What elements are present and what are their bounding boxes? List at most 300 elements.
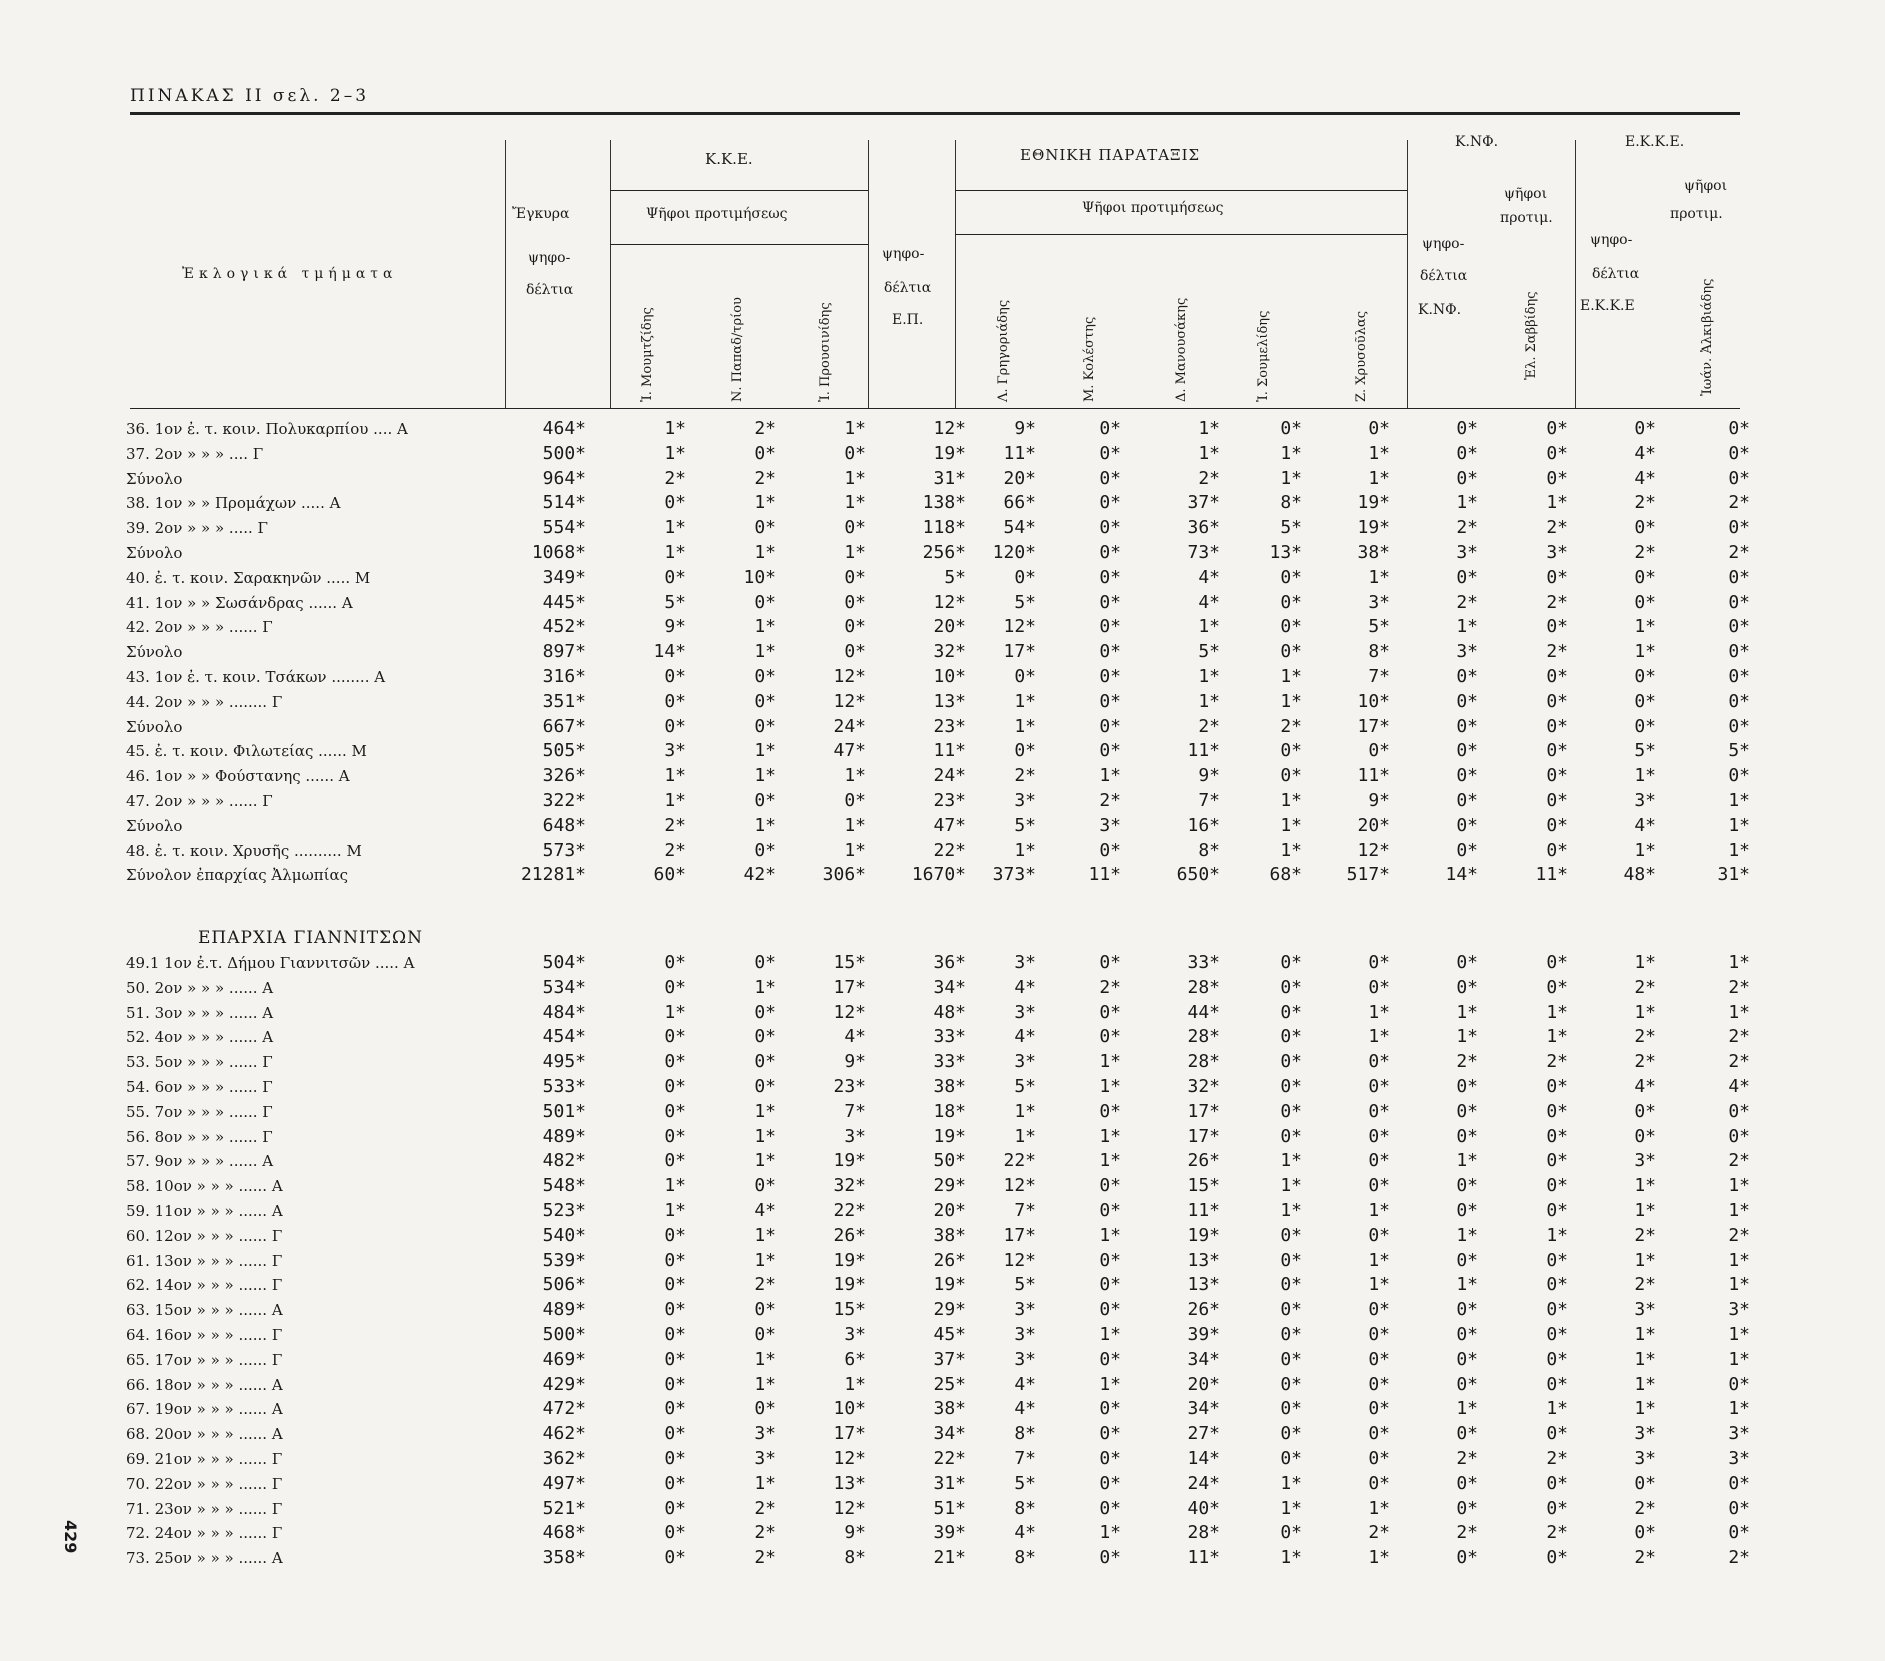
cell-value: 11*	[1357, 765, 1390, 787]
cell-value: 504*	[542, 952, 586, 973]
cell-value: 1*	[1634, 1001, 1656, 1023]
cell-value: 0*	[1546, 1125, 1568, 1147]
cell-value: 3*	[1014, 1051, 1036, 1073]
cell-value: 0*	[1728, 517, 1750, 539]
cell-value: 3*	[844, 1324, 866, 1345]
cell-value: 28*	[1187, 1026, 1220, 1048]
header-knf-name: Κ.ΝΦ.	[1418, 302, 1462, 318]
cell-value: 48*	[1623, 864, 1656, 886]
cell-value: 1*	[1368, 1001, 1390, 1023]
cell-value: 0*	[1546, 1200, 1568, 1221]
cell-value: 0*	[1728, 442, 1750, 464]
cell-value: 0*	[1456, 1125, 1478, 1147]
cell-value: 4*	[1014, 1026, 1036, 1048]
cell-value: 1*	[1728, 839, 1750, 861]
cell-value: 2*	[1728, 492, 1750, 514]
cell-value: 1*	[844, 492, 866, 514]
cell-value: 17*	[1003, 641, 1036, 663]
cell-value: 1*	[1099, 1522, 1121, 1544]
cell-value: 60*	[653, 864, 686, 886]
cell-value: 29*	[933, 1299, 966, 1321]
cell-value: 20*	[1187, 1373, 1220, 1395]
cell-value: 1*	[754, 641, 776, 663]
cell-value: 14*	[1187, 1448, 1220, 1469]
cell-value: 9*	[844, 1522, 866, 1544]
cell-value: 1*	[1368, 1026, 1390, 1048]
cell-value: 3*	[1728, 1448, 1750, 1469]
cell-value: 505*	[542, 740, 586, 762]
cell-value: 0*	[1728, 616, 1750, 638]
row-label: 51. 3ον » » » ...... Α	[126, 1003, 274, 1022]
cell-value: 1*	[754, 1224, 776, 1246]
header-divider	[1575, 140, 1576, 408]
cell-value: 0*	[1546, 1076, 1568, 1097]
cell-value: 4*	[1728, 1076, 1750, 1097]
cell-value: 2*	[1634, 1497, 1656, 1519]
cell-value: 2*	[664, 467, 686, 489]
cell-value: 0*	[1546, 952, 1568, 973]
header-subrule	[955, 234, 1407, 235]
cell-value: 0*	[1456, 790, 1478, 811]
cell-value: 1*	[754, 1125, 776, 1147]
cell-value: 17*	[833, 1423, 866, 1445]
cell-value: 0*	[1456, 814, 1478, 836]
cell-value: 0*	[1546, 715, 1568, 737]
cell-value: 14*	[1445, 864, 1478, 886]
cell-value: 0*	[1456, 1175, 1478, 1197]
row-label: 44. 2ον » » » ........ Γ	[126, 692, 283, 711]
cell-value: 4*	[754, 1200, 776, 1221]
cell-value: 34*	[1187, 1348, 1220, 1370]
cell-value: 0*	[1456, 839, 1478, 861]
cell-value: 68*	[1269, 864, 1302, 886]
cell-value: 5*	[1634, 740, 1656, 762]
cell-value: 0*	[1099, 467, 1121, 489]
cell-value: 39*	[933, 1522, 966, 1544]
cell-value: 26*	[833, 1224, 866, 1246]
header-kke: Κ.Κ.Ε.	[705, 150, 753, 168]
cell-value: 11*	[1187, 1547, 1220, 1569]
cell-value: 6*	[844, 1348, 866, 1370]
cell-value: 3*	[1728, 1423, 1750, 1445]
cell-value: 0*	[1280, 1001, 1302, 1023]
cell-value: 0*	[844, 790, 866, 811]
cell-value: 0*	[1728, 666, 1750, 687]
cell-value: 3*	[1014, 1299, 1036, 1321]
row-label: 49.1 1ον ἐ.τ. Δήμου Γιαννιτσῶν ..... Α	[126, 954, 415, 972]
cell-value: 25*	[933, 1373, 966, 1395]
cell-value: 0*	[1099, 1398, 1121, 1420]
cell-value: 452*	[542, 616, 586, 638]
cell-value: 0*	[664, 1348, 686, 1370]
cell-value: 18*	[933, 1100, 966, 1122]
cell-value: 0*	[1280, 952, 1302, 973]
header-bottom-rule	[130, 408, 1740, 409]
cell-value: 1*	[1280, 839, 1302, 861]
cell-value: 0*	[1546, 814, 1568, 836]
cell-value: 0*	[1456, 765, 1478, 787]
cell-value: 0*	[1099, 1348, 1121, 1370]
cell-value: 349*	[542, 566, 586, 588]
cell-value: 13*	[1187, 1249, 1220, 1271]
cell-value: 3*	[1634, 790, 1656, 811]
cell-value: 23*	[933, 715, 966, 737]
cell-value: 7*	[1198, 790, 1220, 811]
cell-value: 0*	[1280, 1398, 1302, 1420]
cell-value: 0*	[844, 566, 866, 588]
cell-value: 138*	[922, 492, 966, 514]
cell-value: 2*	[754, 467, 776, 489]
cell-value: 1*	[1099, 1224, 1121, 1246]
cell-value: 0*	[664, 1423, 686, 1445]
cell-value: 1*	[1280, 814, 1302, 836]
cell-value: 506*	[542, 1274, 586, 1296]
cell-value: 2*	[1728, 1051, 1750, 1073]
cell-value: 0*	[1456, 467, 1478, 489]
row-label: 69. 21ον » » » ...... Γ	[126, 1450, 283, 1468]
header-divider	[1407, 140, 1408, 408]
top-rule-thick	[130, 112, 1740, 115]
cell-value: 2*	[1634, 1547, 1656, 1569]
cell-value: 1*	[1728, 790, 1750, 811]
cell-value: 0*	[1368, 952, 1390, 973]
header-knf-pref2: προτιμ.	[1500, 210, 1553, 226]
cell-value: 17*	[1187, 1100, 1220, 1122]
cell-value: 1*	[754, 492, 776, 514]
cell-value: 15*	[1187, 1175, 1220, 1197]
cell-value: 32*	[1187, 1076, 1220, 1097]
cell-value: 1*	[1198, 666, 1220, 687]
cell-value: 34*	[1187, 1398, 1220, 1420]
row-label: 54. 6ον » » » ...... Γ	[126, 1078, 273, 1096]
header-kke-pref: Ψῆφοι προτιμήσεως	[646, 206, 788, 222]
cell-value: 22*	[1003, 1150, 1036, 1172]
cell-value: 1*	[1546, 1001, 1568, 1023]
cell-value: 5*	[1280, 517, 1302, 539]
cell-value: 0*	[1456, 1299, 1478, 1321]
header-knf: Κ.ΝΦ.	[1455, 134, 1499, 150]
cell-value: 0*	[1546, 976, 1568, 998]
cell-value: 472*	[542, 1398, 586, 1420]
cell-value: 2*	[1634, 492, 1656, 514]
cell-value: 0*	[1014, 666, 1036, 687]
row-label: Σύνολο	[126, 643, 183, 662]
cell-value: 3*	[1546, 542, 1568, 563]
cell-value: 0*	[1368, 1175, 1390, 1197]
cell-value: 0*	[1368, 418, 1390, 439]
cell-value: 7*	[844, 1100, 866, 1122]
cell-value: 2*	[664, 839, 686, 861]
cell-value: 1*	[1634, 1398, 1656, 1420]
row-label: 48. ἐ. τ. κοιν. Χρυσῆς .......... Μ	[126, 841, 362, 860]
cell-value: 1*	[1198, 690, 1220, 712]
row-label: 62. 14ον » » » ...... Γ	[126, 1276, 283, 1295]
cell-value: 28*	[1187, 976, 1220, 998]
cell-value: 36*	[933, 952, 966, 973]
cell-value: 12*	[933, 418, 966, 439]
header-ekke-pref2: προτιμ.	[1670, 206, 1723, 222]
cell-value: 0*	[844, 616, 866, 638]
cell-value: 0*	[1546, 1274, 1568, 1296]
cell-value: 0*	[1099, 839, 1121, 861]
row-label: 64. 16ον » » » ...... Γ	[126, 1326, 283, 1344]
header-ekke-cand1: Ἰωάν. Ἀλκιβιάδης	[1700, 278, 1715, 396]
cell-value: 2*	[1728, 1026, 1750, 1048]
header-ep-cand4: Ἰ. Σουμελίδης	[1256, 310, 1271, 402]
row-label: 55. 7ον » » » ...... Γ	[126, 1102, 273, 1121]
cell-value: 0*	[1456, 976, 1478, 998]
cell-value: 21281*	[520, 864, 586, 886]
cell-value: 2*	[1280, 715, 1302, 737]
row-label: 71. 23ον » » » ...... Γ	[126, 1499, 283, 1518]
cell-value: 1*	[1368, 1547, 1390, 1569]
cell-value: 0*	[1368, 1299, 1390, 1321]
cell-value: 0*	[1099, 1249, 1121, 1271]
cell-value: 256*	[922, 542, 966, 563]
cell-value: 2*	[1634, 1274, 1656, 1296]
cell-value: 1*	[1728, 814, 1750, 836]
cell-value: 0*	[754, 715, 776, 737]
cell-value: 1*	[1456, 1150, 1478, 1172]
cell-value: 0*	[1099, 1472, 1121, 1494]
cell-value: 0*	[1280, 1026, 1302, 1048]
cell-value: 11*	[1003, 442, 1036, 464]
cell-value: 0*	[664, 1224, 686, 1246]
cell-value: 462*	[542, 1423, 586, 1445]
cell-value: 4*	[844, 1026, 866, 1048]
cell-value: 1*	[1634, 952, 1656, 973]
cell-value: 2*	[1546, 517, 1568, 539]
cell-value: 9*	[1198, 765, 1220, 787]
cell-value: 1*	[1728, 1200, 1750, 1221]
cell-value: 373*	[992, 864, 1036, 886]
header-ep-cand3: Δ. Μανουσάκης	[1174, 297, 1189, 402]
cell-value: 7*	[1014, 1200, 1036, 1221]
cell-value: 50*	[933, 1150, 966, 1172]
cell-value: 3*	[1456, 641, 1478, 663]
cell-value: 19*	[833, 1150, 866, 1172]
cell-value: 1*	[1456, 492, 1478, 514]
cell-value: 0*	[1728, 467, 1750, 489]
cell-value: 1*	[1634, 1249, 1656, 1271]
cell-value: 8*	[1368, 641, 1390, 663]
cell-value: 5*	[664, 591, 686, 613]
cell-value: 0*	[1099, 566, 1121, 588]
cell-value: 0*	[754, 1299, 776, 1321]
cell-value: 1*	[1368, 467, 1390, 489]
cell-value: 0*	[1280, 1448, 1302, 1469]
cell-value: 573*	[542, 839, 586, 861]
cell-value: 5*	[1368, 616, 1390, 638]
cell-value: 358*	[542, 1547, 586, 1569]
header-psifo: ψηφο-	[528, 250, 571, 266]
cell-value: 3*	[1634, 1299, 1656, 1321]
cell-value: 2*	[1546, 641, 1568, 663]
cell-value: 2*	[1728, 976, 1750, 998]
cell-value: 1*	[1634, 1373, 1656, 1395]
cell-value: 0*	[1280, 1373, 1302, 1395]
row-label: 45. ἐ. τ. κοιν. Φιλωτείας ...... Μ	[126, 742, 367, 761]
cell-value: 0*	[754, 666, 776, 687]
cell-value: 1*	[1280, 1497, 1302, 1519]
cell-value: 13*	[1187, 1274, 1220, 1296]
cell-value: 0*	[664, 566, 686, 588]
cell-value: 0*	[754, 1398, 776, 1420]
cell-value: 0*	[1280, 1274, 1302, 1296]
cell-value: 42*	[743, 864, 776, 886]
cell-value: 540*	[542, 1224, 586, 1246]
cell-value: 22*	[933, 1448, 966, 1469]
cell-value: 1*	[1728, 1249, 1750, 1271]
header-divider	[610, 140, 611, 408]
cell-value: 19*	[933, 1125, 966, 1147]
cell-value: 484*	[542, 1001, 586, 1023]
cell-value: 26*	[1187, 1299, 1220, 1321]
cell-value: 3*	[1014, 952, 1036, 973]
row-label: 38. 1ον » » Προμάχων ..... Α	[126, 494, 341, 513]
cell-value: 48*	[933, 1001, 966, 1023]
cell-value: 548*	[542, 1175, 586, 1197]
row-label: 57. 9ον » » » ...... Α	[126, 1152, 274, 1171]
cell-value: 0*	[1280, 1348, 1302, 1370]
cell-value: 0*	[664, 1324, 686, 1345]
cell-value: 38*	[933, 1398, 966, 1420]
cell-value: 0*	[1546, 666, 1568, 687]
cell-value: 28*	[1187, 1051, 1220, 1073]
cell-value: 0*	[1014, 740, 1036, 762]
cell-value: 0*	[1099, 952, 1121, 973]
row-label: Σύνολο	[126, 816, 183, 835]
cell-value: 1*	[754, 1249, 776, 1271]
cell-value: 362*	[542, 1448, 586, 1469]
cell-value: 1*	[844, 467, 866, 489]
cell-value: 0*	[1634, 715, 1656, 737]
cell-value: 0*	[1280, 1423, 1302, 1445]
cell-value: 19*	[1357, 517, 1390, 539]
cell-value: 0*	[1368, 1224, 1390, 1246]
cell-value: 1*	[754, 765, 776, 787]
header-ekke-name: Ε.Κ.Κ.Ε	[1580, 298, 1635, 314]
cell-value: 0*	[1546, 690, 1568, 712]
cell-value: 0*	[1546, 1324, 1568, 1345]
cell-value: 4*	[1014, 1373, 1036, 1395]
cell-value: 8*	[844, 1547, 866, 1569]
cell-value: 1*	[1280, 467, 1302, 489]
cell-value: 3*	[1014, 1001, 1036, 1023]
cell-value: 2*	[1546, 1051, 1568, 1073]
cell-value: 0*	[1099, 690, 1121, 712]
cell-value: 12*	[833, 1497, 866, 1519]
header-ep-psifo: ψηφο-	[882, 246, 925, 262]
cell-value: 4*	[1634, 814, 1656, 836]
cell-value: 0*	[844, 442, 866, 464]
cell-value: 1*	[1728, 1274, 1750, 1296]
cell-value: 2*	[1634, 1051, 1656, 1073]
cell-value: 38*	[933, 1076, 966, 1097]
cell-value: 1*	[1280, 1472, 1302, 1494]
cell-value: 1*	[754, 542, 776, 563]
cell-value: 1*	[1014, 1125, 1036, 1147]
cell-value: 2*	[1728, 542, 1750, 563]
cell-value: 40*	[1187, 1497, 1220, 1519]
cell-value: 0*	[1280, 1076, 1302, 1097]
cell-value: 32*	[933, 641, 966, 663]
cell-value: 648*	[542, 814, 586, 836]
cell-value: 1*	[1099, 1150, 1121, 1172]
cell-value: 534*	[542, 976, 586, 998]
cell-value: 0*	[1456, 1497, 1478, 1519]
cell-value: 2*	[1728, 1150, 1750, 1172]
cell-value: 0*	[664, 1100, 686, 1122]
cell-value: 0*	[1634, 591, 1656, 613]
cell-value: 0*	[844, 591, 866, 613]
cell-value: 0*	[1280, 1249, 1302, 1271]
cell-value: 4*	[1014, 976, 1036, 998]
cell-value: 11*	[1088, 864, 1121, 886]
cell-value: 0*	[1728, 690, 1750, 712]
cell-value: 2*	[1456, 591, 1478, 613]
cell-value: 464*	[542, 418, 586, 439]
cell-value: 0*	[1368, 976, 1390, 998]
cell-value: 1*	[1280, 790, 1302, 811]
cell-value: 31*	[1717, 864, 1750, 886]
cell-value: 0*	[1546, 765, 1568, 787]
cell-value: 12*	[1003, 616, 1036, 638]
cell-value: 0*	[1099, 740, 1121, 762]
cell-value: 2*	[664, 814, 686, 836]
cell-value: 1*	[1099, 1324, 1121, 1345]
cell-value: 1*	[1728, 1398, 1750, 1420]
cell-value: 1*	[1546, 1224, 1568, 1246]
cell-value: 5*	[1198, 641, 1220, 663]
cell-value: 1*	[1099, 1373, 1121, 1395]
cell-value: 0*	[1546, 566, 1568, 588]
cell-value: 17*	[1187, 1125, 1220, 1147]
cell-value: 0*	[1280, 1324, 1302, 1345]
cell-value: 27*	[1187, 1423, 1220, 1445]
cell-value: 0*	[844, 517, 866, 539]
cell-value: 2*	[754, 1274, 776, 1296]
row-label: Σύνολον ἐπαρχίας Ἀλμωπίας	[126, 866, 349, 885]
header-divider	[505, 140, 506, 408]
cell-value: 0*	[1728, 566, 1750, 588]
row-label: 60. 12ον » » » ...... Γ	[126, 1226, 283, 1245]
cell-value: 11*	[933, 740, 966, 762]
cell-value: 0*	[1099, 616, 1121, 638]
cell-value: 316*	[542, 666, 586, 687]
cell-value: 2*	[1546, 591, 1568, 613]
cell-value: 0*	[754, 1026, 776, 1048]
cell-value: 3*	[1014, 1348, 1036, 1370]
cell-value: 0*	[1456, 1472, 1478, 1494]
cell-value: 3*	[664, 740, 686, 762]
cell-value: 10*	[1357, 690, 1390, 712]
cell-value: 0*	[664, 492, 686, 514]
cell-value: 4*	[1634, 442, 1656, 464]
cell-value: 1*	[1546, 1398, 1568, 1420]
cell-value: 0*	[1456, 1324, 1478, 1345]
cell-value: 51*	[933, 1497, 966, 1519]
cell-value: 650*	[1176, 864, 1220, 886]
cell-value: 1*	[1634, 1324, 1656, 1345]
cell-value: 5*	[1014, 1274, 1036, 1296]
cell-value: 3*	[1634, 1423, 1656, 1445]
cell-value: 0*	[1280, 591, 1302, 613]
cell-value: 1*	[754, 976, 776, 998]
cell-value: 0*	[754, 517, 776, 539]
cell-value: 533*	[542, 1076, 586, 1097]
cell-value: 0*	[1634, 566, 1656, 588]
